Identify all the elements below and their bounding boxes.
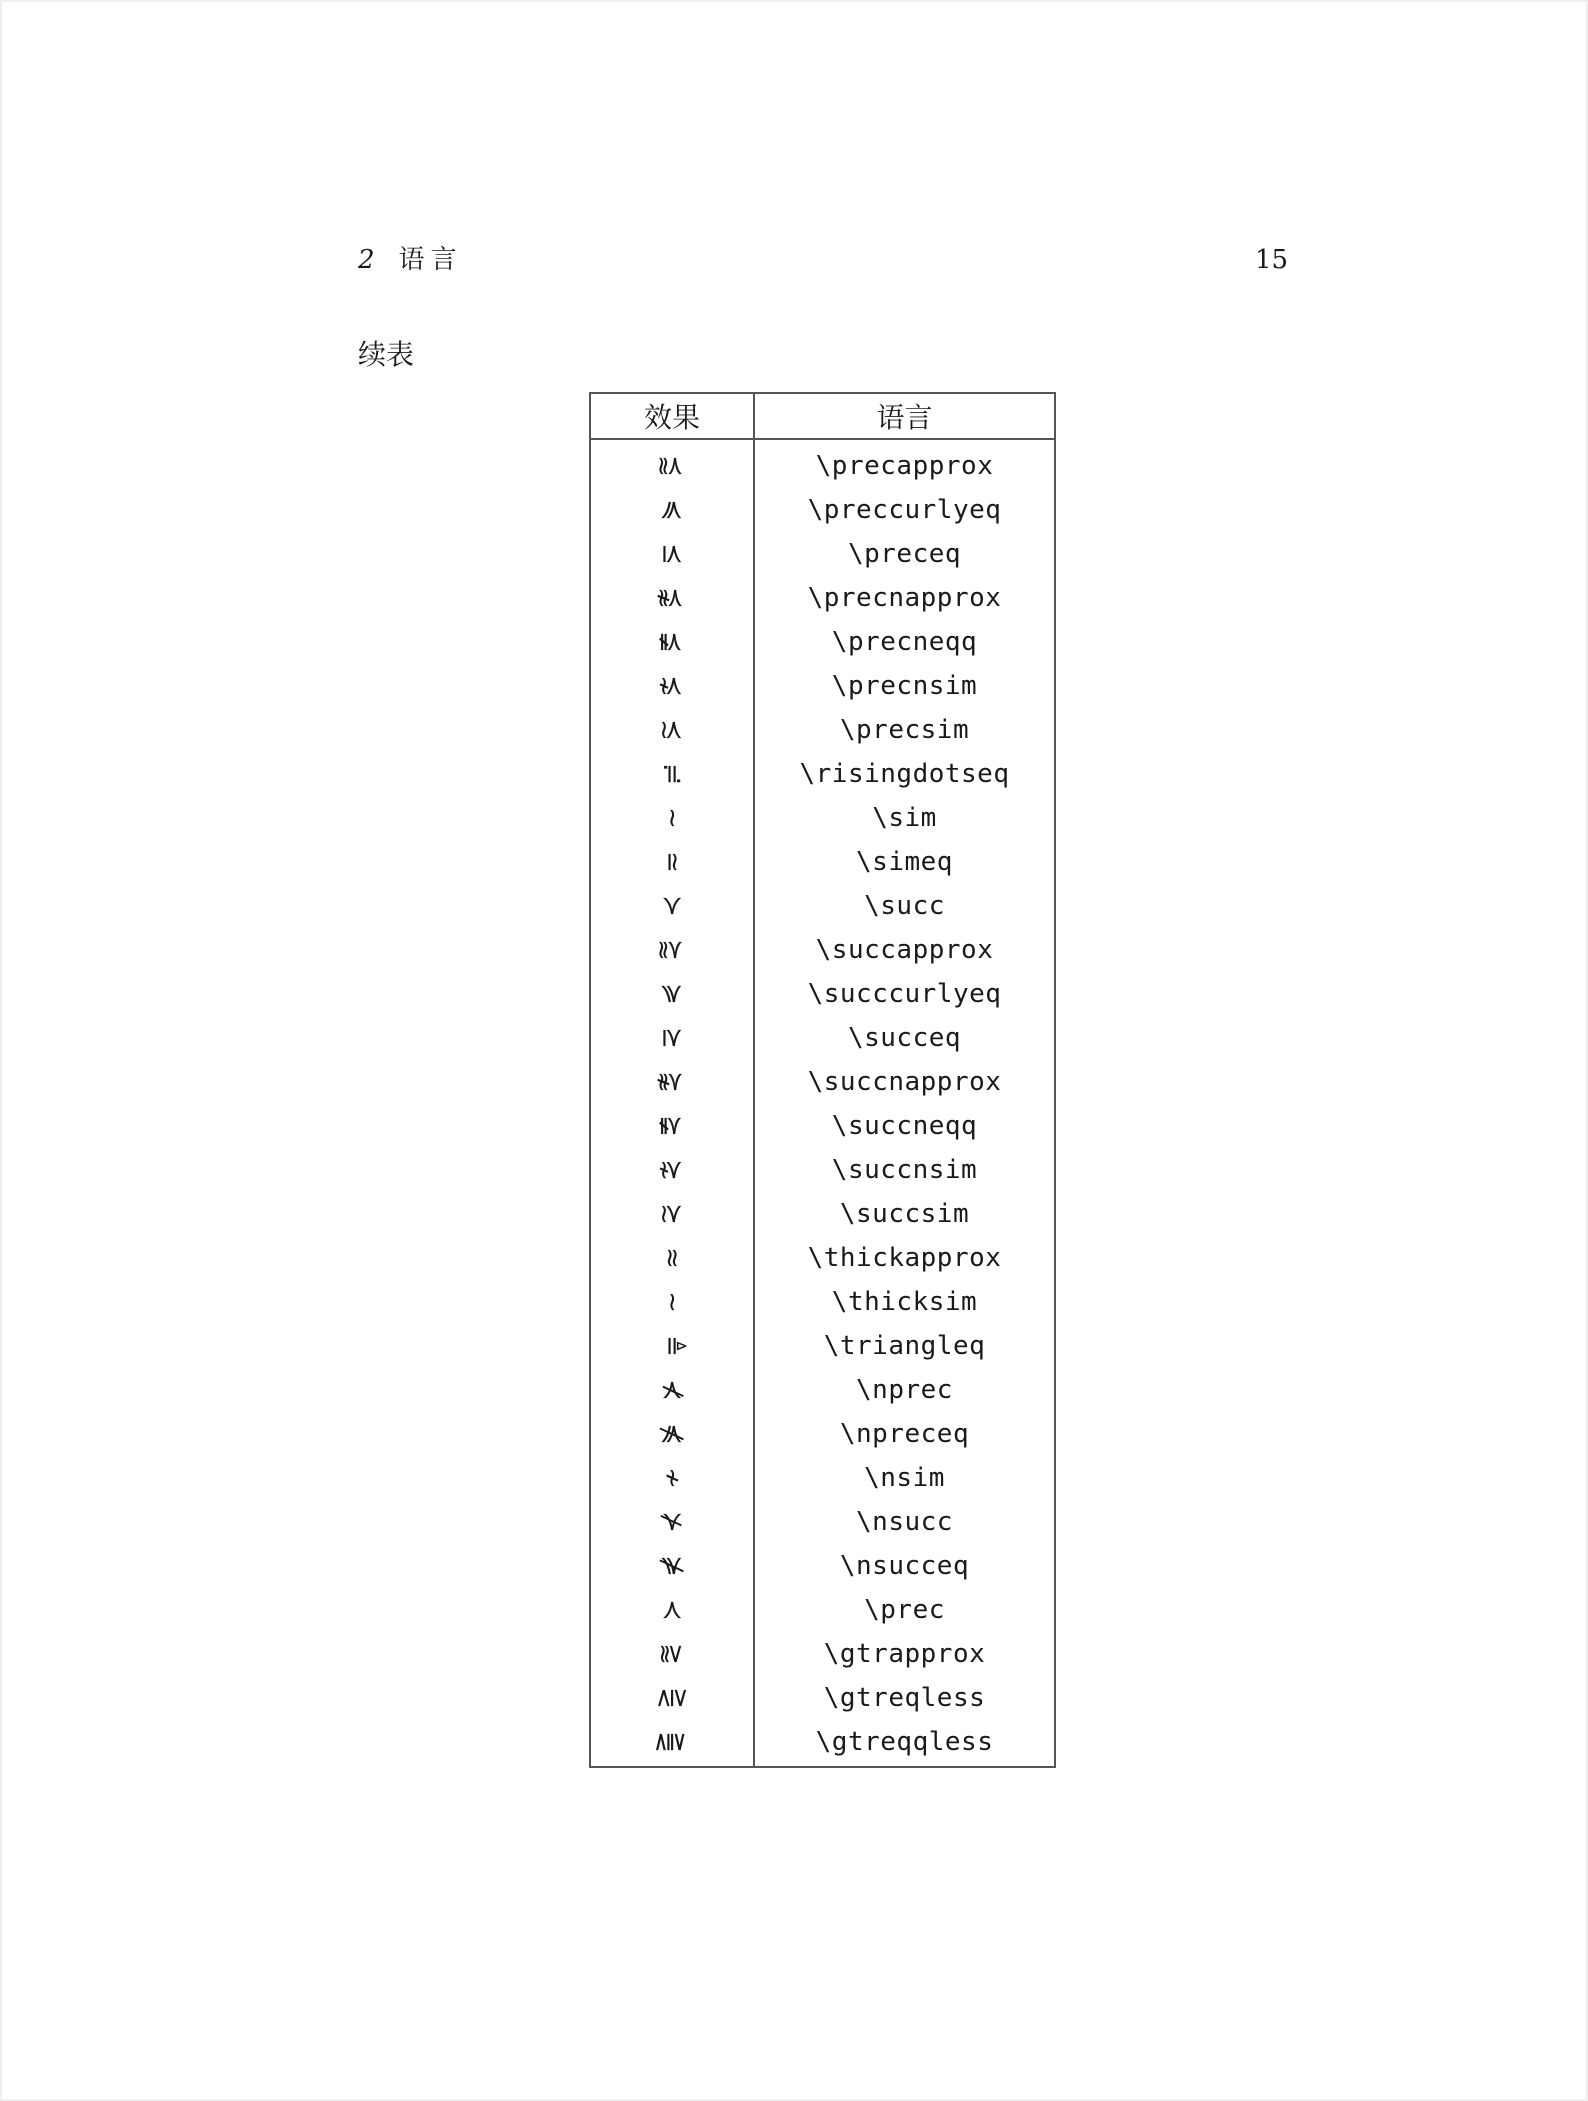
table-caption: 续表 [358, 338, 415, 371]
table-row [590, 796, 1055, 840]
command-cell: \preccurlyeq [754, 488, 1055, 532]
chapter-number: 2 [358, 245, 375, 275]
table-row [590, 1148, 1055, 1192]
table-row [590, 1104, 1055, 1148]
table-row [590, 1720, 1055, 1767]
command-cell: \prec [754, 1588, 1055, 1632]
symbol-cell [590, 1104, 754, 1148]
symbol-glyph: ⪌ [656, 1731, 687, 1753]
symbol-cell [590, 488, 754, 532]
symbol-glyph: ⋩ [656, 1159, 687, 1181]
column-header-language: 语言 [754, 393, 1055, 439]
table-row [590, 1456, 1055, 1500]
symbol-glyph: ⋡ [656, 1555, 687, 1577]
table-row [590, 532, 1055, 576]
symbol-glyph: ≁ [656, 1467, 687, 1489]
command-cell: \gtreqless [754, 1676, 1055, 1720]
table-header-row [590, 393, 1055, 439]
symbol-cell [590, 708, 754, 752]
symbol-cell [590, 1236, 754, 1280]
symbol-cell [590, 532, 754, 576]
command-cell: \npreceq [754, 1412, 1055, 1456]
symbol-cell [590, 1412, 754, 1456]
chapter-title: 语言 [398, 245, 463, 275]
command-cell: \nsucc [754, 1500, 1055, 1544]
symbol-cell [590, 1632, 754, 1676]
table-row [590, 1588, 1055, 1632]
symbol-glyph: ⋠ [656, 1423, 687, 1445]
symbol-cell [590, 752, 754, 796]
symbol-glyph: ⪶ [656, 1115, 687, 1137]
command-cell: \nsucceq [754, 1544, 1055, 1588]
command-cell: \succcurlyeq [754, 972, 1055, 1016]
table-row [590, 488, 1055, 532]
command-cell: \thickapprox [754, 1236, 1055, 1280]
command-cell: \risingdotseq [754, 752, 1055, 796]
table-row [590, 1412, 1055, 1456]
symbol-cell [590, 1280, 754, 1324]
symbol-cell [590, 884, 754, 928]
symbol-cell [590, 1456, 754, 1500]
command-cell: \succsim [754, 1192, 1055, 1236]
table-row [590, 1500, 1055, 1544]
symbol-glyph: ⋨ [656, 675, 687, 697]
command-cell: \simeq [754, 840, 1055, 884]
symbol-glyph: ⪵ [656, 631, 687, 653]
table-row [590, 1368, 1055, 1412]
command-cell: \succ [754, 884, 1055, 928]
command-cell: \precnapprox [754, 576, 1055, 620]
symbol-cell [590, 1192, 754, 1236]
symbol-glyph: ⋛ [656, 1687, 687, 1709]
table-row [590, 1060, 1055, 1104]
symbol-glyph: ≿ [656, 1203, 687, 1225]
command-cell: \preceq [754, 532, 1055, 576]
command-cell: \precsim [754, 708, 1055, 752]
symbol-glyph: ≜ [656, 1335, 687, 1357]
symbol-glyph: ⪸ [656, 939, 687, 961]
table-body [590, 439, 1055, 1767]
table-row [590, 620, 1055, 664]
symbol-glyph: ⪺ [656, 1071, 687, 1093]
symbol-glyph: ⊁ [656, 1511, 687, 1533]
command-cell: \succeq [754, 1016, 1055, 1060]
symbol-table [589, 392, 1056, 1768]
table-row [590, 972, 1055, 1016]
symbol-cell [590, 1324, 754, 1368]
symbol-glyph: ⊀ [656, 1379, 687, 1401]
symbol-glyph: ≻ [656, 895, 687, 917]
symbol-glyph: ≺ [656, 1599, 687, 1621]
command-cell: \succnapprox [754, 1060, 1055, 1104]
table-row [590, 928, 1055, 972]
symbol-glyph: ≓ [657, 763, 687, 785]
symbol-cell [590, 1588, 754, 1632]
symbol-cell [590, 620, 754, 664]
command-cell: \nsim [754, 1456, 1055, 1500]
symbol-glyph: ⪹ [656, 587, 687, 609]
symbol-glyph: ≃ [656, 851, 687, 873]
running-header [358, 240, 463, 280]
symbol-glyph: ≽ [656, 983, 687, 1005]
table-row [590, 1280, 1055, 1324]
table-row [590, 664, 1055, 708]
symbol-glyph: ∼ [656, 1291, 687, 1313]
command-cell: \gtrapprox [754, 1632, 1055, 1676]
command-cell: \succnsim [754, 1148, 1055, 1192]
symbol-cell [590, 1368, 754, 1412]
column-header-effect: 效果 [590, 393, 754, 439]
table-row [590, 1632, 1055, 1676]
table-row [590, 439, 1055, 488]
table-row [590, 840, 1055, 884]
table-row [590, 1544, 1055, 1588]
table-row [590, 1676, 1055, 1720]
command-cell: \triangleq [754, 1324, 1055, 1368]
command-cell: \gtreqqless [754, 1720, 1055, 1767]
symbol-cell [590, 1544, 754, 1588]
symbol-cell [590, 1060, 754, 1104]
page-number: 15 [1255, 245, 1289, 275]
command-cell: \sim [754, 796, 1055, 840]
symbol-glyph: ⪰ [656, 1027, 687, 1049]
symbol-cell [590, 1720, 754, 1767]
symbol-glyph: ⪷ [656, 455, 687, 477]
command-cell: \precnsim [754, 664, 1055, 708]
symbol-glyph: ≾ [656, 719, 687, 741]
symbol-cell [590, 1500, 754, 1544]
symbol-cell [590, 664, 754, 708]
symbol-cell [590, 439, 754, 488]
table-row [590, 1236, 1055, 1280]
command-cell: \precneqq [754, 620, 1055, 664]
symbol-glyph: ≈ [656, 1247, 687, 1269]
table-row [590, 708, 1055, 752]
table-row [590, 1016, 1055, 1060]
symbol-cell [590, 972, 754, 1016]
symbol-glyph: ∼ [656, 807, 687, 829]
table-row [590, 576, 1055, 620]
symbol-cell [590, 1148, 754, 1192]
symbol-glyph: ≼ [656, 499, 687, 521]
command-cell: \succneqq [754, 1104, 1055, 1148]
symbol-cell [590, 796, 754, 840]
symbol-glyph: ⪯ [656, 543, 687, 565]
table-row [590, 884, 1055, 928]
symbol-cell [590, 1016, 754, 1060]
symbol-cell [590, 928, 754, 972]
symbol-glyph: ⪆ [656, 1643, 687, 1665]
command-cell: \nprec [754, 1368, 1055, 1412]
table-row [590, 752, 1055, 796]
command-cell: \precapprox [754, 439, 1055, 488]
table-row [590, 1324, 1055, 1368]
symbol-cell [590, 1676, 754, 1720]
symbol-cell [590, 576, 754, 620]
command-cell: \thicksim [754, 1280, 1055, 1324]
table-row [590, 1192, 1055, 1236]
symbol-cell [590, 840, 754, 884]
command-cell: \succapprox [754, 928, 1055, 972]
